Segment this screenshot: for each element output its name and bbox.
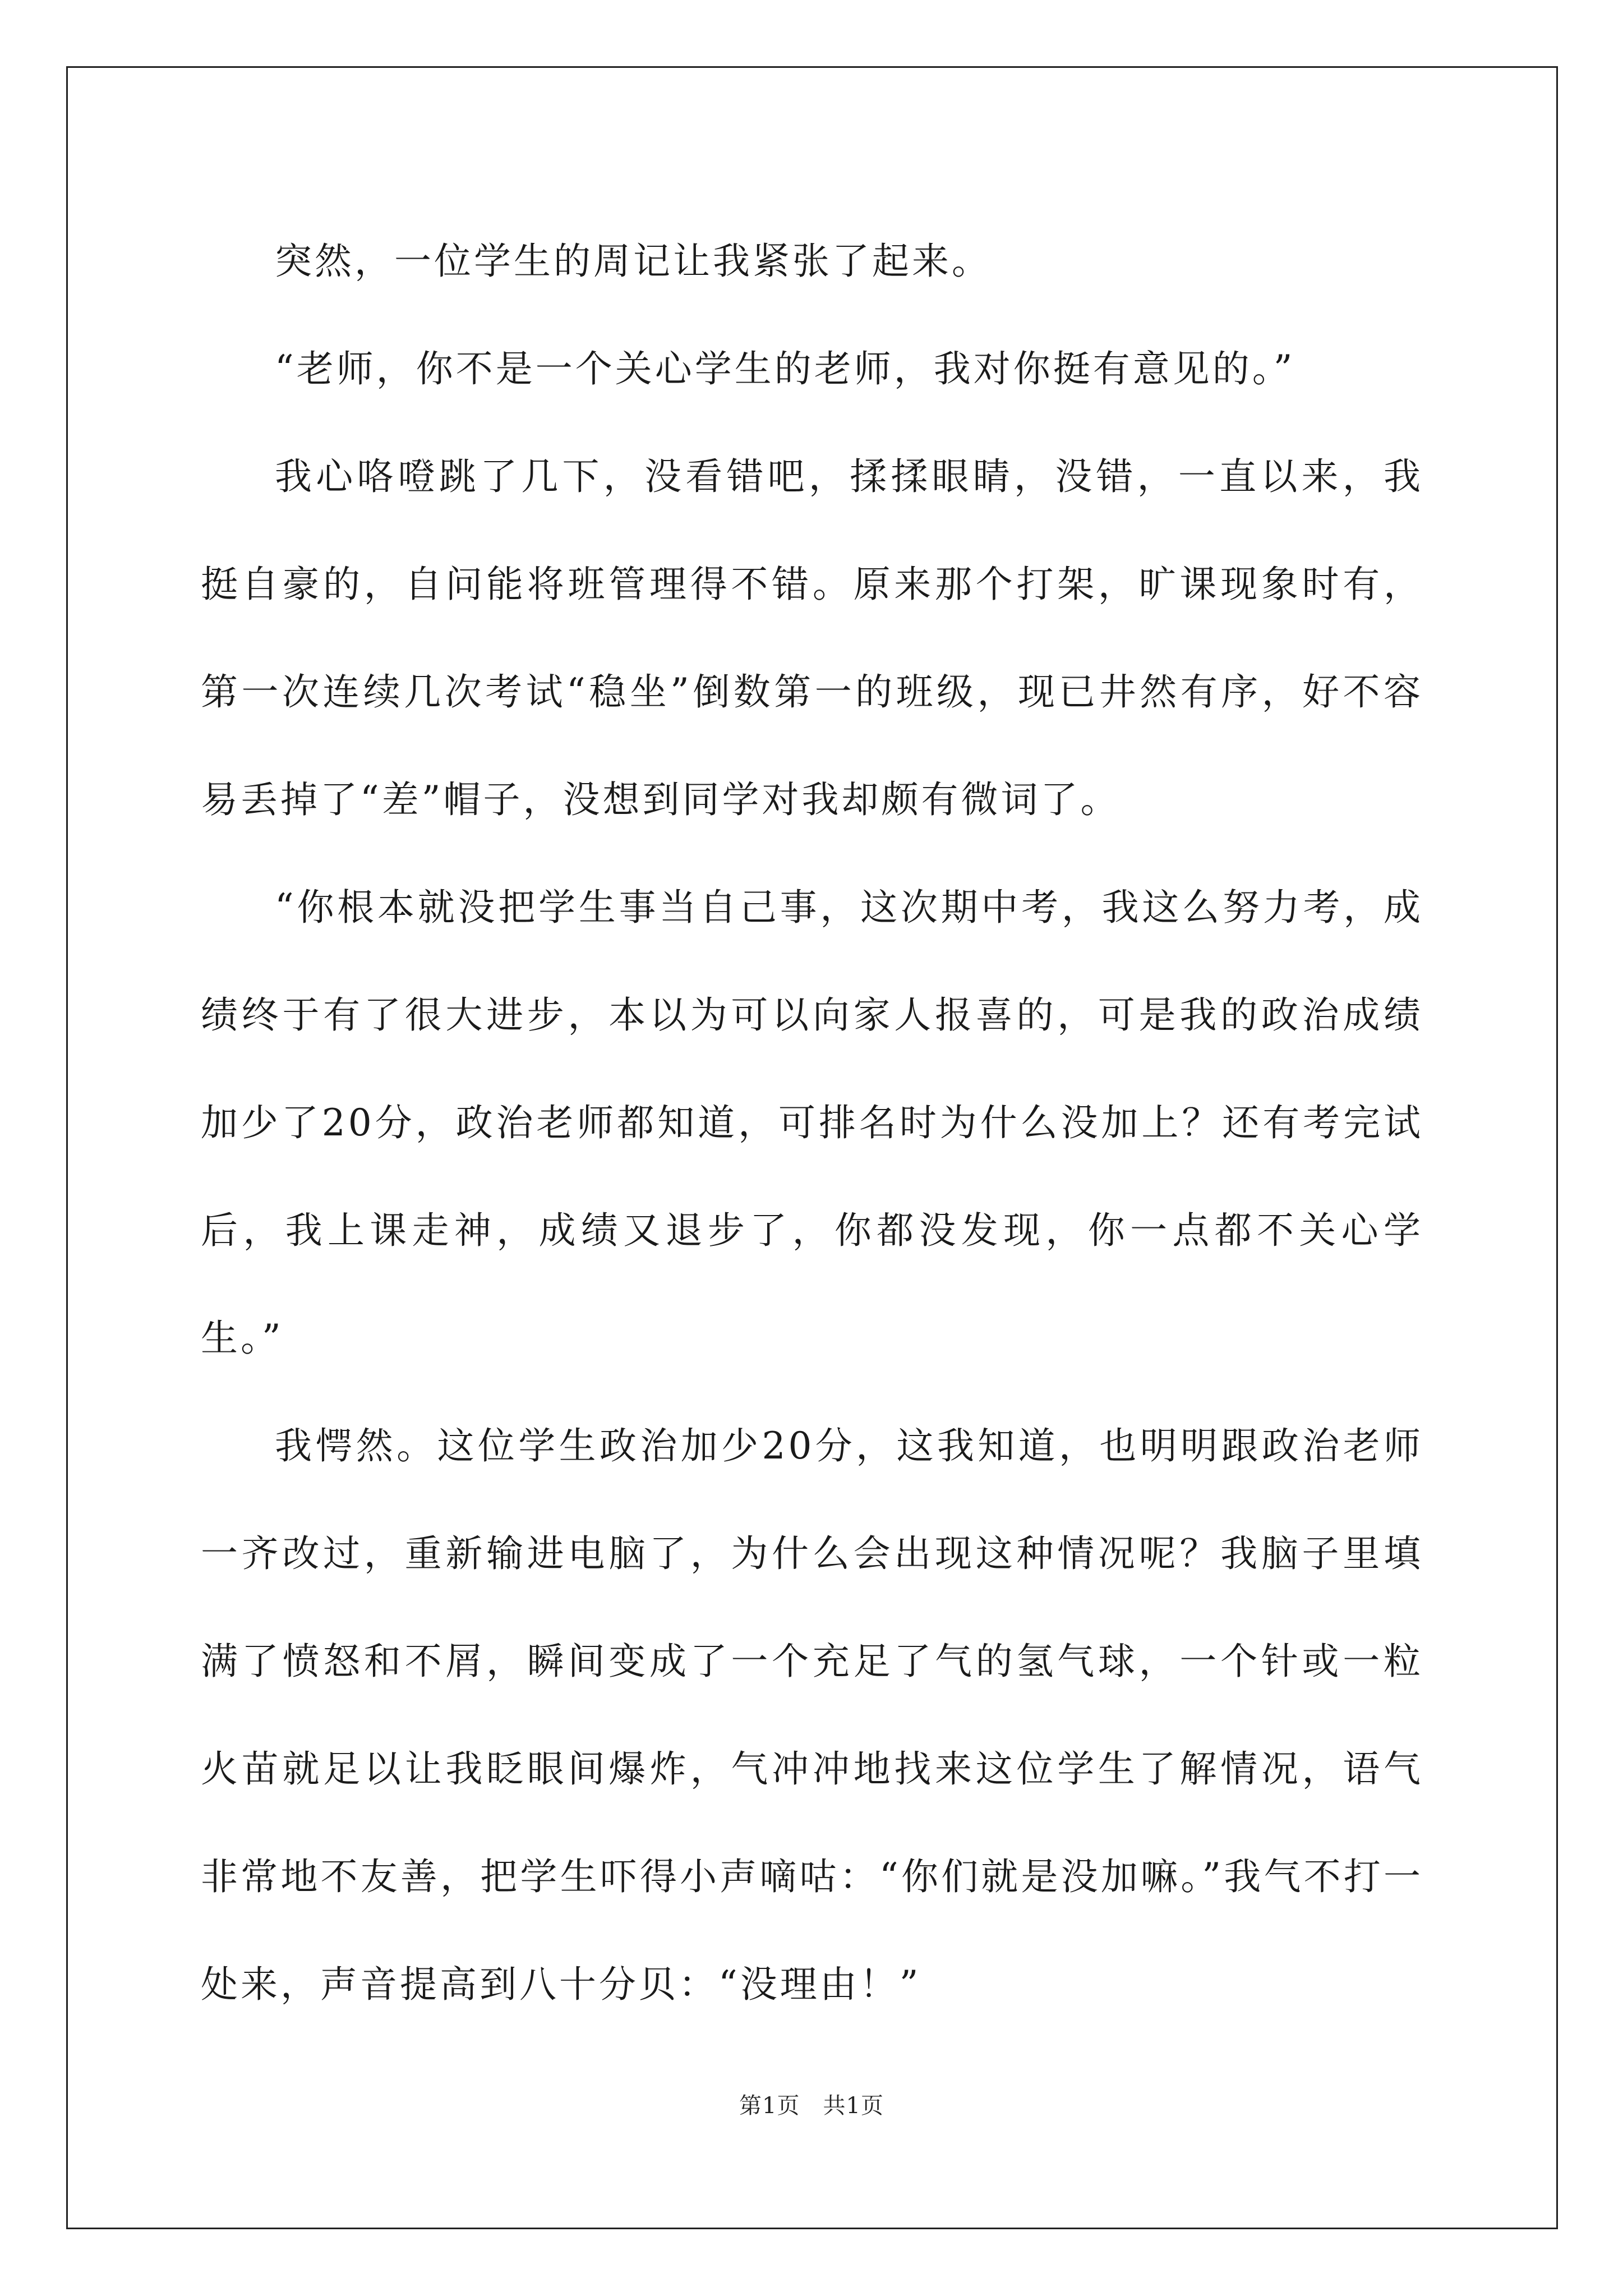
paragraph: “你根本就没把学生事当自己事，这次期中考，我这么努力考，成绩终于有了很大进步，本以为可以向家人报喜的，可是我的政治成绩加少了20分，政治老师都知道，可排名时为什么没加上？还有考完试后，我上课走神，成绩又退步了，你都没发现，你一点都不关心学生。” — [201, 886, 1423, 1360]
document-body — [201, 213, 1423, 2039]
paragraph: “老师，你不是一个关心学生的老师，我对你挺有意见的。” — [275, 347, 1295, 390]
paragraph: 我心咯噔跳了几下，没看错吧，揉揉眼睛，没错，一直以来，我挺自豪的，自问能将班管理得不错。原来那个打架，旷课现象时有，第一次连续几次考试“稳坐”倒数第一的班级，现已井然有序，好不容易丢掉了“差”帽子，没想到同学对我却颇有微词了。 — [201, 455, 1423, 821]
paragraph: 我愕然。这位学生政治加少20分，这我知道，也明明跟政治老师一齐改过，重新输进电脑了，为什么会出现这种情况呢？我脑子里填满了愤怒和不屑，瞬间变成了一个充足了气的氢气球，一个针或一粒火苗就足以让我眨眼间爆炸，气冲冲地找来这位学生了解情况，语气非常地不友善，把学生吓得小声嘀咕：“你们就是没加嘛。”我气不打一处来，声音提高到八十分贝：“没理由！” — [201, 1424, 1423, 2006]
paragraph: 突然，一位学生的周记让我紧张了起来。 — [275, 240, 992, 283]
page-number-footer: 第1页 共1页 — [739, 2093, 884, 2119]
